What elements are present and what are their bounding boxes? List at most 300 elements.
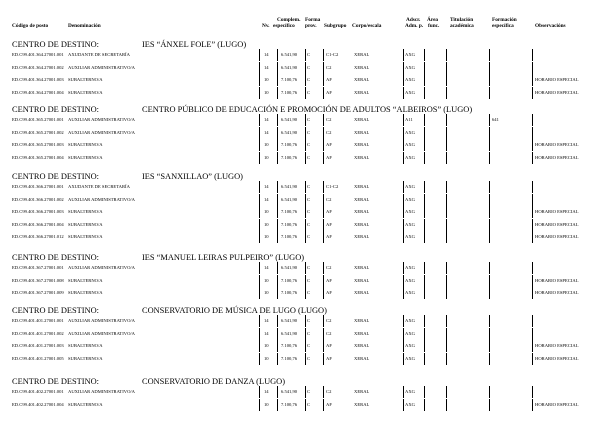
cell-divider [446, 114, 447, 126]
cell-divider [446, 219, 447, 231]
cell-den: SUBALTERNO/A [68, 154, 103, 160]
cell-divider [259, 386, 260, 398]
table-row [0, 386, 615, 398]
cell-comp: 6.541,90 [281, 330, 298, 336]
cell-divider [489, 127, 490, 139]
cell-code: ED.C99.401.365.27001.001 [12, 117, 64, 122]
cell-divider [489, 399, 490, 411]
cell-divider [424, 181, 425, 193]
table-row [0, 219, 615, 231]
cell-forma: C [307, 265, 311, 270]
col-header-complem-1: Complem. [277, 17, 301, 23]
cell-corpo: XERAL [354, 142, 370, 148]
cell-divider [305, 399, 306, 411]
cell-divider [489, 328, 490, 340]
cell-code: ED.C99.401.364.27001.004 [12, 89, 64, 95]
cell-divider [259, 114, 260, 126]
cell-code: ED.C99.401.367.27001.008 [12, 277, 64, 283]
cell-divider [532, 152, 533, 164]
cell-sub: AF [326, 142, 332, 148]
cell-den: AUXILIAR ADMINISTRATIVO/A [68, 117, 135, 122]
cell-code: ED.C99.401.365.27001.004 [12, 154, 64, 160]
cell-divider [277, 127, 278, 139]
cell-divider [323, 152, 324, 164]
cell-corpo: XERAL [354, 265, 370, 270]
section-title: IES “SANXILLAO” (LUGO) [142, 172, 243, 181]
cell-divider [424, 287, 425, 299]
cell-divider [532, 340, 533, 352]
cell-sub: C2 [326, 129, 332, 135]
cell-corpo: XERAL [354, 355, 370, 361]
table-row [0, 152, 615, 164]
cell-divider [323, 87, 324, 99]
cell-divider [424, 353, 425, 365]
cell-divider [424, 74, 425, 86]
table-row [0, 127, 615, 139]
cell-corpo: XERAL [354, 389, 370, 394]
cell-divider [446, 340, 447, 352]
cell-divider [277, 275, 278, 287]
cell-divider [424, 152, 425, 164]
cell-den: AUXILIAR ADMINISTRATIVO/A [68, 318, 135, 323]
cell-divider [323, 181, 324, 193]
cell-divider [424, 340, 425, 352]
cell-divider [446, 262, 447, 274]
cell-den: SUBALTERNO/A [68, 277, 103, 283]
cell-divider [403, 399, 404, 411]
cell-forma: C [307, 117, 311, 122]
cell-divider [323, 74, 324, 86]
cell-divider [259, 219, 260, 231]
cell-divider [489, 262, 490, 274]
cell-divider [305, 206, 306, 218]
table-row [0, 62, 615, 74]
cell-forma: C [307, 77, 311, 83]
cell-divider [446, 62, 447, 74]
cell-divider [323, 127, 324, 139]
cell-adscr: AXG [405, 234, 415, 240]
cell-forma: C [307, 389, 311, 394]
cell-sub: AF [326, 221, 332, 227]
cell-divider [259, 231, 260, 243]
cell-adscr: AXG [405, 330, 415, 336]
cell-divider [259, 206, 260, 218]
cell-divider [532, 287, 533, 299]
cell-divider [446, 231, 447, 243]
cell-divider [446, 49, 447, 61]
cell-divider [323, 139, 324, 151]
col-header-area-1: Área [427, 17, 439, 23]
cell-code: ED.C99.401.401.27001.005 [12, 355, 64, 361]
cell-divider [532, 275, 533, 287]
cell-forma: C [307, 196, 311, 202]
cell-den: AXUDANTE DE SECRETARÍA [68, 52, 130, 57]
col-header-forma-1: Forma [305, 17, 321, 23]
cell-den: AUXILIAR ADMINISTRATIVO/A [68, 389, 135, 394]
cell-obs: HORARIO ESPECIAL [535, 355, 579, 361]
cell-divider [323, 194, 324, 206]
cell-den: AUXILIAR ADMINISTRATIVO/A [68, 129, 135, 135]
cell-code: ED.C99.401.364.27001.003 [12, 77, 64, 83]
cell-divider [532, 114, 533, 126]
cell-corpo: XERAL [354, 64, 370, 70]
cell-code: ED.C99.401.365.27001.002 [12, 129, 64, 135]
cell-divider [403, 275, 404, 287]
section-title: IES “ÁNXEL FOLE” (LUGO) [142, 40, 247, 49]
section-title: CONSERVATORIO DE DANZA (LUGO) [142, 377, 286, 386]
cell-comp: 7.100,76 [281, 343, 298, 349]
cell-divider [403, 315, 404, 327]
cell-divider [323, 206, 324, 218]
cell-divider [277, 315, 278, 327]
cell-comp: 7.100,76 [281, 77, 298, 83]
table-row [0, 114, 615, 126]
cell-obs: HORARIO ESPECIAL [535, 89, 579, 95]
cell-divider [259, 194, 260, 206]
cell-divider [259, 353, 260, 365]
cell-nv: 10 [264, 77, 269, 83]
cell-divider [305, 353, 306, 365]
cell-divider [446, 74, 447, 86]
cell-den: SUBALTERNO/A [68, 401, 103, 407]
cell-den: SUBALTERNO/A [68, 290, 103, 296]
cell-divider [305, 328, 306, 340]
cell-divider [489, 231, 490, 243]
cell-nv: 10 [264, 234, 269, 240]
cell-sub: AF [326, 401, 332, 407]
cell-divider [305, 74, 306, 86]
cell-divider [446, 328, 447, 340]
cell-divider [305, 386, 306, 398]
table-row [0, 139, 615, 151]
cell-divider [305, 340, 306, 352]
cell-forma: C [307, 355, 311, 361]
cell-adscr: AXG [405, 196, 415, 202]
cell-divider [277, 181, 278, 193]
cell-divider [305, 315, 306, 327]
cell-divider [489, 87, 490, 99]
cell-divider [403, 231, 404, 243]
cell-nv: 10 [264, 355, 269, 361]
cell-adscr: AXG [405, 355, 415, 361]
cell-divider [424, 87, 425, 99]
cell-divider [323, 62, 324, 74]
cell-divider [277, 152, 278, 164]
cell-divider [489, 340, 490, 352]
cell-den: AUXILIAR ADMINISTRATIVO/A [68, 64, 135, 70]
cell-divider [403, 87, 404, 99]
cell-obs: HORARIO ESPECIAL [535, 401, 579, 407]
cell-divider [305, 87, 306, 99]
cell-divider [446, 139, 447, 151]
cell-divider [403, 262, 404, 274]
table-row [0, 262, 615, 274]
cell-divider [323, 231, 324, 243]
table-row [0, 340, 615, 352]
cell-code: ED.C99.401.366.27001.002 [12, 196, 64, 202]
cell-comp: 7.100,76 [281, 355, 298, 361]
cell-adscr: AXG [405, 142, 415, 148]
cell-adscr: AXG [405, 89, 415, 95]
cell-sub: AF [326, 355, 332, 361]
cell-divider [446, 386, 447, 398]
cell-divider [277, 139, 278, 151]
cell-divider [424, 194, 425, 206]
cell-divider [403, 139, 404, 151]
cell-comp: 6.541,90 [281, 64, 298, 70]
cell-sub: C2 [326, 196, 332, 202]
cell-sub: AF [326, 290, 332, 296]
cell-divider [259, 399, 260, 411]
cell-divider [489, 194, 490, 206]
cell-obs: HORARIO ESPECIAL [535, 221, 579, 227]
cell-divider [532, 206, 533, 218]
cell-comp: 6.541,90 [281, 265, 298, 270]
cell-comp: 7.100,76 [281, 290, 298, 296]
cell-comp: 6.541,90 [281, 52, 298, 57]
cell-corpo: XERAL [354, 343, 370, 349]
cell-divider [323, 315, 324, 327]
cell-adscr: AXG [405, 401, 415, 407]
cell-adscr: AXG [405, 129, 415, 135]
cell-corpo: XERAL [354, 221, 370, 227]
cell-divider [305, 114, 306, 126]
section-title: CONSERVATORIO DE MÚSICA DE LUGO (LUGO) [142, 306, 327, 315]
cell-code: ED.C99.401.402.27001.001 [12, 389, 64, 394]
cell-divider [305, 231, 306, 243]
cell-forma: C [307, 277, 311, 283]
cell-sub: C2 [326, 330, 332, 336]
cell-divider [424, 328, 425, 340]
col-header-forma-2: prov. [305, 23, 317, 29]
cell-corpo: XERAL [354, 77, 370, 83]
cell-obs: HORARIO ESPECIAL [535, 142, 579, 148]
cell-nv: 14 [264, 117, 269, 122]
cell-forma: C [307, 401, 311, 407]
cell-divider [305, 287, 306, 299]
cell-sub: C2 [326, 64, 332, 70]
cell-adscr: AXG [405, 154, 415, 160]
cell-sub: AF [326, 277, 332, 283]
cell-forma: C [307, 52, 311, 57]
cell-corpo: XERAL [354, 209, 370, 215]
cell-comp: 7.100,76 [281, 234, 298, 240]
col-header-formacion-1: Formación [492, 17, 517, 23]
cell-divider [489, 219, 490, 231]
cell-forma: C [307, 221, 311, 227]
cell-divider [277, 49, 278, 61]
cell-comp: 7.100,76 [281, 142, 298, 148]
cell-divider [323, 353, 324, 365]
cell-nv: 14 [264, 330, 269, 336]
cell-divider [489, 62, 490, 74]
cell-divider [277, 231, 278, 243]
cell-comp: 6.541,90 [281, 318, 298, 323]
cell-corpo: XERAL [354, 401, 370, 407]
cell-divider [424, 315, 425, 327]
cell-den: AUXILIAR ADMINISTRATIVO/A [68, 330, 135, 336]
cell-divider [277, 114, 278, 126]
col-header-nv: Nv. [262, 23, 270, 29]
cell-divider [403, 340, 404, 352]
cell-divider [446, 287, 447, 299]
cell-sub: AF [326, 234, 332, 240]
cell-divider [424, 262, 425, 274]
cell-divider [305, 127, 306, 139]
cell-code: ED.C99.401.367.27001.001 [12, 265, 64, 270]
cell-divider [403, 49, 404, 61]
cell-nv: 10 [264, 89, 269, 95]
section-label: CENTRO DE DESTINO: [12, 105, 100, 114]
cell-divider [446, 181, 447, 193]
cell-divider [532, 219, 533, 231]
cell-divider [532, 181, 533, 193]
cell-divider [424, 114, 425, 126]
cell-divider [305, 62, 306, 74]
cell-sub: AF [326, 209, 332, 215]
table-row [0, 231, 615, 243]
cell-divider [424, 139, 425, 151]
cell-nv: 10 [264, 277, 269, 283]
cell-nv: 10 [264, 221, 269, 227]
cell-code: ED.C99.401.366.27001.012 [12, 234, 64, 240]
cell-nv: 10 [264, 209, 269, 215]
cell-divider [277, 287, 278, 299]
cell-divider [323, 328, 324, 340]
cell-divider [424, 386, 425, 398]
cell-divider [424, 49, 425, 61]
cell-divider [424, 127, 425, 139]
cell-divider [446, 353, 447, 365]
cell-adscr: AXG [405, 184, 415, 189]
col-header-titulacion-1: Titulación [450, 17, 474, 23]
cell-corpo: XERAL [354, 117, 370, 122]
cell-divider [532, 262, 533, 274]
cell-forma: C [307, 142, 311, 148]
cell-divider [532, 328, 533, 340]
cell-divider [305, 49, 306, 61]
cell-divider [489, 275, 490, 287]
cell-adscr: AXG [405, 77, 415, 83]
cell-divider [424, 219, 425, 231]
cell-code: ED.C99.401.367.27001.009 [12, 290, 64, 296]
cell-corpo: XERAL [354, 184, 370, 189]
cell-divider [403, 152, 404, 164]
cell-nv: 14 [264, 129, 269, 135]
cell-divider [259, 181, 260, 193]
cell-divider [259, 139, 260, 151]
cell-divider [532, 62, 533, 74]
cell-sub: AF [326, 343, 332, 349]
cell-den: SUBALTERNO/A [68, 234, 103, 240]
cell-forma: C [307, 343, 311, 349]
cell-sub: C2 [326, 389, 332, 394]
cell-divider [259, 315, 260, 327]
cell-divider [532, 127, 533, 139]
cell-divider [277, 262, 278, 274]
cell-divider [323, 262, 324, 274]
cell-den: SUBALTERNO/A [68, 221, 103, 227]
cell-divider [305, 275, 306, 287]
cell-divider [277, 353, 278, 365]
cell-divider [446, 206, 447, 218]
cell-sub: AF [326, 154, 332, 160]
cell-corpo: XERAL [354, 89, 370, 95]
cell-divider [489, 353, 490, 365]
cell-divider [424, 275, 425, 287]
cell-forma: C [307, 64, 311, 70]
cell-divider [277, 194, 278, 206]
cell-divider [424, 399, 425, 411]
cell-sub: C1-C2 [326, 184, 339, 189]
col-header-titulacion-2: académica [450, 23, 474, 29]
cell-divider [305, 194, 306, 206]
cell-corpo: XERAL [354, 154, 370, 160]
cell-divider [424, 62, 425, 74]
cell-adscr: AXG [405, 343, 415, 349]
cell-sub: AF [326, 77, 332, 83]
cell-forma: C [307, 129, 311, 135]
cell-corpo: XERAL [354, 129, 370, 135]
cell-corpo: XERAL [354, 318, 370, 323]
col-header-denominacion: Denominación [68, 23, 101, 29]
table-row [0, 49, 615, 61]
cell-den: SUBALTERNO/A [68, 209, 103, 215]
col-header-codigo: Código de posto [12, 23, 49, 29]
cell-forma: C [307, 290, 311, 296]
cell-divider [489, 114, 490, 126]
cell-divider [489, 315, 490, 327]
col-header-corpo: Corpo/escala [352, 23, 382, 29]
section-label: CENTRO DE DESTINO: [12, 40, 100, 49]
cell-divider [489, 49, 490, 61]
table-row [0, 206, 615, 218]
cell-nv: 10 [264, 290, 269, 296]
cell-den: SUBALTERNO/A [68, 343, 103, 349]
cell-sub: AF [326, 89, 332, 95]
cell-code: ED.C99.401.366.27001.004 [12, 221, 64, 227]
cell-divider [305, 181, 306, 193]
cell-obs: HORARIO ESPECIAL [535, 290, 579, 296]
cell-comp: 7.100,76 [281, 89, 298, 95]
cell-divider [403, 114, 404, 126]
cell-divider [446, 315, 447, 327]
cell-comp: 7.100,76 [281, 401, 298, 407]
cell-adscr: AXG [405, 290, 415, 296]
cell-divider [489, 74, 490, 86]
cell-form: 641 [492, 117, 499, 122]
table-row [0, 181, 615, 193]
cell-divider [532, 139, 533, 151]
cell-divider [403, 386, 404, 398]
col-header-adscr-2: Adm. p. [405, 23, 424, 29]
col-header-subgrupo: Subgrupo [324, 23, 347, 29]
cell-divider [403, 328, 404, 340]
cell-code: ED.C99.401.366.27001.001 [12, 184, 64, 189]
cell-divider [259, 62, 260, 74]
cell-divider [424, 206, 425, 218]
cell-den: AUXILIAR ADMINISTRATIVO/A [68, 265, 135, 270]
cell-forma: C [307, 209, 311, 215]
cell-code: ED.C99.401.364.27001.001 [12, 52, 64, 57]
cell-code: ED.C99.401.401.27001.003 [12, 343, 64, 349]
section-label: CENTRO DE DESTINO: [12, 253, 100, 262]
cell-divider [532, 49, 533, 61]
cell-nv: 10 [264, 154, 269, 160]
cell-divider [403, 206, 404, 218]
cell-forma: C [307, 318, 311, 323]
cell-divider [403, 181, 404, 193]
